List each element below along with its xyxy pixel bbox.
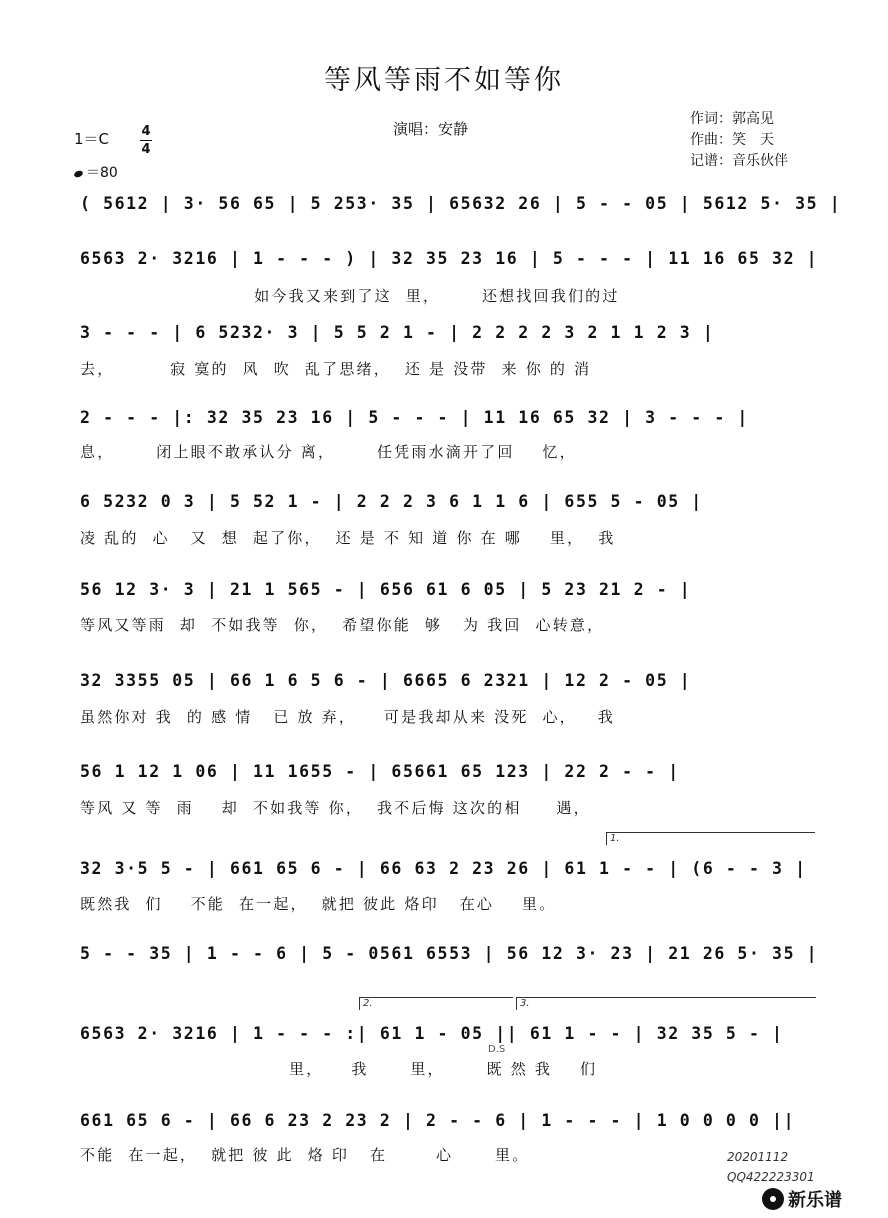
music-row-7: 32 3355 05 | 66 1 6 5 6 - | 6665 6 2321 | 12 2 - 05 | (80, 671, 692, 690)
music-row-9: 32 3·5 5 - | 661 65 6 - | 66 63 2 23 26 | 61 1 - - | (6 - - 3 | (80, 859, 807, 878)
lyric-row-5: 凌 乱的 心 又 想 起了你， 还 是 不 知 道 你 在 哪 里， 我 (80, 529, 616, 547)
lyric-row-6: 等风又等雨 却 不如我等 你， 希望你能 够 为 我回 心转意， (80, 616, 605, 634)
tempo-marking (74, 162, 118, 182)
quarter-note-icon (73, 170, 84, 179)
music-row-11: 6563 2· 3216 | 1 - - - :| 61 1 - 05 || 61 1 - - | 32 35 5 - | (80, 1024, 784, 1043)
time-signature (140, 124, 152, 157)
lyric-row-9: 既然我 们 不能 在一起， 就把 彼此 烙印 在心 里。 (80, 895, 557, 913)
volta-3: 3. (516, 997, 816, 1010)
lyric-row-2: 如今我又来到了这 里， 还想找回我们的过 (80, 287, 620, 305)
music-row-6: 56 12 3· 3 | 21 1 565 - | 656 61 6 05 | 5 23 21 2 - | (80, 580, 692, 599)
meter-bottom: 4 (141, 142, 151, 157)
volta-1: 1. (606, 832, 815, 845)
site-logo (762, 1186, 842, 1212)
lyric-row-8: 等风 又 等 雨 却 不如我等 你， 我不后悔 这次的相 遇， (80, 799, 591, 817)
lyric-row-12: 不能 在一起， 就把 彼 此 烙 印 在 心 里。 (80, 1146, 530, 1164)
lyric-row-3: 去， 寂 寞的 风 吹 乱了思绪， 还 是 没带 来 你 的 消 (80, 360, 592, 378)
song-title: 等风等雨不如等你 (324, 65, 564, 96)
tempo-value: ＝80 (86, 165, 118, 181)
music-row-1: ( 5612 | 3· 56 65 | 5 253· 35 | 65632 26 | 5 - - 05 | 5612 5· 35 | (80, 194, 842, 213)
volta-2: 2. (359, 997, 513, 1010)
music-row-10: 5 - - 35 | 1 - - 6 | 5 - 0561 6553 | 56 12 3· 23 | 21 26 5· 35 | (80, 944, 819, 963)
key-signature: 1＝C (74, 130, 110, 148)
record-disc-icon (762, 1188, 784, 1210)
music-row-5: 6 5232 0 3 | 5 52 1 - | 2 2 2 3 6 1 1 6 | 655 5 - 05 | (80, 492, 703, 511)
lyric-row-11: 里， 我 里， 既 然 我 们 (80, 1060, 598, 1078)
lyric-row-4: 息， 闭上眼不敢承认分 离， 任凭雨水滴开了回 忆， (80, 443, 577, 461)
music-row-12: 661 65 6 - | 66 6 23 2 23 2 | 2 - - 6 | 1 - - - | 1 0 0 0 0 || (80, 1111, 796, 1130)
composer-credit: 作曲：笑 天 (690, 132, 774, 148)
site-logo-text: 新乐谱 (788, 1190, 842, 1211)
lyric-row-7: 虽然你对 我 的 感 情 已 放 弃， 可是我却从来 没死 心， 我 (80, 708, 615, 726)
music-row-4: 2 - - - |: 32 35 23 16 | 5 - - - | 11 16 65 32 | 3 - - - | (80, 408, 749, 427)
music-row-8: 56 1 12 1 06 | 11 1655 - | 65661 65 123 | 22 2 - - | (80, 762, 680, 781)
transcription-date: 20201112 (727, 1150, 789, 1164)
transcriber-credit: 记谱：音乐伙伴 (690, 153, 788, 169)
lyricist-credit: 作词：郭高见 (690, 111, 774, 127)
meter-top: 4 (141, 124, 151, 139)
dal-segno-marking: D.S (488, 1044, 506, 1055)
music-row-3: 3 - - - | 6 5232· 3 | 5 5 2 1 - | 2 2 2 2 3 2 1 1 2 3 | (80, 323, 715, 342)
music-row-2: 6563 2· 3216 | 1 - - - ) | 32 35 23 16 | 5 - - - | 11 16 65 32 | (80, 249, 819, 268)
singer-credit: 演唱：安静 (393, 120, 469, 138)
qq-number: QQ422223301 (727, 1170, 815, 1184)
